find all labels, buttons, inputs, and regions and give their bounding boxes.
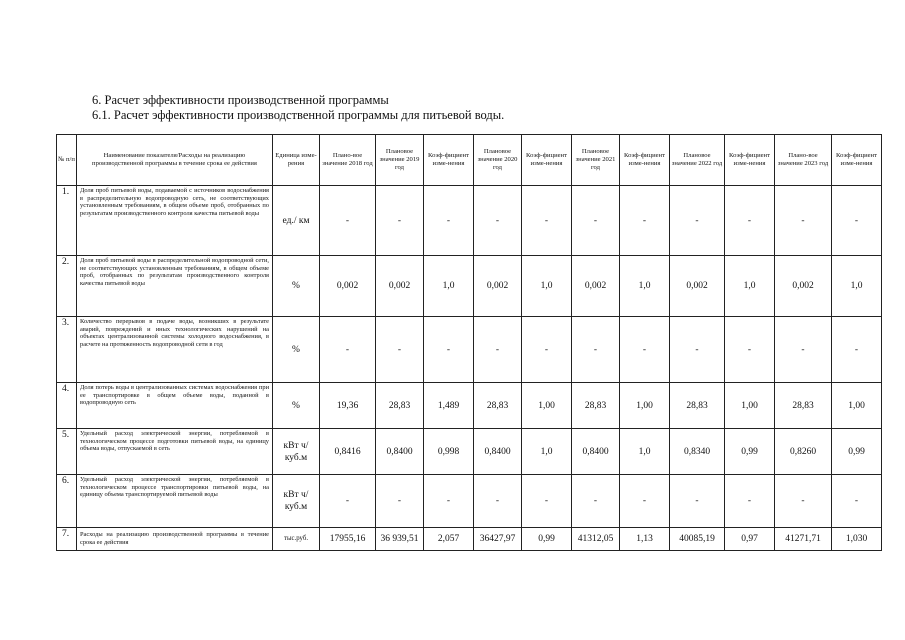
value-cell: - — [832, 475, 882, 528]
value-cell: 0,8400 — [474, 429, 522, 475]
value-cell: - — [522, 186, 572, 256]
value-cell: 0,002 — [572, 256, 620, 317]
value-cell: 1,00 — [620, 383, 670, 429]
indicator-name: Расходы на реализацию производственной программы в течение срока ее действия — [77, 528, 273, 551]
indicator-name: Удельный расход электрической энергии, потребляемой в технологическом процессе подготовки питьевой воды, на единицу объема воды, отпускаемой в сеть — [77, 429, 273, 475]
value-cell: - — [725, 475, 775, 528]
column-header: Коэф-фициент изме-нения — [620, 135, 670, 186]
value-cell: 28,83 — [572, 383, 620, 429]
value-cell: 2,057 — [424, 528, 474, 551]
value-cell: 1,00 — [832, 383, 882, 429]
value-cell: 0,002 — [775, 256, 832, 317]
column-header: Плано-вое значение 2023 год — [775, 135, 832, 186]
indicator-name: Доля проб питьевой воды в распределительной водопроводной сети, не соответствующих установленным требованиям, в общем объеме проб, отобранных по результатам производственного контроля качества питьевой воды — [77, 256, 273, 317]
value-cell: 28,83 — [474, 383, 522, 429]
value-cell: 1,0 — [522, 256, 572, 317]
value-cell: - — [424, 317, 474, 383]
value-cell: 36427,97 — [474, 528, 522, 551]
value-cell: 0,002 — [670, 256, 725, 317]
value-cell: - — [424, 475, 474, 528]
value-cell: - — [522, 475, 572, 528]
value-cell: - — [320, 475, 376, 528]
value-cell: - — [376, 475, 424, 528]
value-cell: 0,8260 — [775, 429, 832, 475]
value-cell: 19,36 — [320, 383, 376, 429]
column-header: Коэф-фициент изме-нения — [522, 135, 572, 186]
value-cell: 1,0 — [725, 256, 775, 317]
value-cell: - — [620, 475, 670, 528]
value-cell: 28,83 — [775, 383, 832, 429]
value-cell: - — [572, 186, 620, 256]
value-cell: 0,97 — [725, 528, 775, 551]
value-cell: - — [376, 317, 424, 383]
indicator-name: Удельный расход электрической энергии, потребляемой в технологическом процессе транспортировки питьевой воды, на единицу объема транспортируемой питьевой воды — [77, 475, 273, 528]
table-row — [57, 429, 882, 475]
value-cell: 1,0 — [832, 256, 882, 317]
value-cell: - — [775, 186, 832, 256]
value-cell: 1,00 — [725, 383, 775, 429]
column-header: № п/п — [57, 135, 77, 186]
value-cell: 1,0 — [424, 256, 474, 317]
value-cell: 1,030 — [832, 528, 882, 551]
value-cell: - — [572, 317, 620, 383]
row-number: 2. — [57, 256, 77, 317]
value-cell: - — [775, 317, 832, 383]
unit-cell: ед./ км — [273, 186, 320, 256]
value-cell: 1,0 — [620, 429, 670, 475]
value-cell: - — [832, 317, 882, 383]
value-cell: 1,00 — [522, 383, 572, 429]
value-cell: - — [620, 186, 670, 256]
value-cell: 1,489 — [424, 383, 474, 429]
value-cell: - — [775, 475, 832, 528]
value-cell: 41271,71 — [775, 528, 832, 551]
value-cell: - — [522, 317, 572, 383]
value-cell: - — [474, 186, 522, 256]
row-number: 1. — [57, 186, 77, 256]
value-cell: - — [670, 475, 725, 528]
column-header: Плановое значение 2020 год — [474, 135, 522, 186]
unit-cell: кВт ч/куб.м — [273, 475, 320, 528]
row-number: 4. — [57, 383, 77, 429]
table-row — [57, 256, 882, 317]
unit-cell: % — [273, 317, 320, 383]
value-cell: 1,13 — [620, 528, 670, 551]
row-number: 3. — [57, 317, 77, 383]
value-cell: 36 939,51 — [376, 528, 424, 551]
column-header: Плановое значение 2022 год — [670, 135, 725, 186]
unit-cell: % — [273, 256, 320, 317]
value-cell: 0,002 — [376, 256, 424, 317]
row-number: 6. — [57, 475, 77, 528]
table-row — [57, 186, 882, 256]
value-cell: 0,99 — [725, 429, 775, 475]
unit-cell: тыс.руб. — [273, 528, 320, 551]
value-cell: 28,83 — [376, 383, 424, 429]
value-cell: - — [320, 317, 376, 383]
column-header: Плано-вое значение 2018 год — [320, 135, 376, 186]
row-number: 5. — [57, 429, 77, 475]
value-cell: 0,8416 — [320, 429, 376, 475]
efficiency-table — [56, 134, 882, 551]
unit-cell: % — [273, 383, 320, 429]
section-heading: 6. Расчет эффективности производственной программы — [92, 93, 389, 107]
indicator-name: Доля проб питьевой воды, подаваемой с источников водоснабжения в распределительную водопроводную сеть, не соответствующих установленным требованиям, в общем объеме проб, отобранных по результатам производственного контроля качества питьевой воды — [77, 186, 273, 256]
column-header: Коэф-фициент изме-нения — [832, 135, 882, 186]
value-cell: - — [320, 186, 376, 256]
value-cell: - — [725, 317, 775, 383]
value-cell: - — [725, 186, 775, 256]
column-header: Коэф-фициент изме-нения — [725, 135, 775, 186]
column-header: Коэф-фициент изме-нения — [424, 135, 474, 186]
value-cell: 1,0 — [620, 256, 670, 317]
value-cell: - — [670, 186, 725, 256]
value-cell: - — [474, 317, 522, 383]
column-header: Единица изме-рения — [273, 135, 320, 186]
row-number: 7. — [57, 528, 77, 551]
value-cell: - — [670, 317, 725, 383]
value-cell: 0,99 — [522, 528, 572, 551]
value-cell: 1,0 — [522, 429, 572, 475]
column-header: Плановое значение 2021 год — [572, 135, 620, 186]
unit-cell: кВт ч/куб.м — [273, 429, 320, 475]
table-row — [57, 317, 882, 383]
subsection-heading: 6.1. Расчет эффективности производственной программы для питьевой воды. — [92, 108, 505, 122]
value-cell: 41312,05 — [572, 528, 620, 551]
indicator-name: Доля потерь воды в централизованных системах водоснабжения при ее транспортировке в общем объеме воды, поданной в водопроводную сеть — [77, 383, 273, 429]
value-cell: 0,8340 — [670, 429, 725, 475]
value-cell: 17955,16 — [320, 528, 376, 551]
value-cell: 0,99 — [832, 429, 882, 475]
value-cell: 28,83 — [670, 383, 725, 429]
value-cell: - — [474, 475, 522, 528]
value-cell: 0,002 — [474, 256, 522, 317]
header-row — [57, 135, 882, 186]
value-cell: - — [424, 186, 474, 256]
table-row — [57, 528, 882, 551]
value-cell: - — [620, 317, 670, 383]
table-row — [57, 475, 882, 528]
value-cell: - — [832, 186, 882, 256]
value-cell: 0,8400 — [572, 429, 620, 475]
table-row — [57, 383, 882, 429]
value-cell: 0,998 — [424, 429, 474, 475]
value-cell: 0,8400 — [376, 429, 424, 475]
value-cell: - — [376, 186, 424, 256]
column-header: Наименование показателя/Расходы на реализацию производственной программы в течение срока ее действия — [77, 135, 273, 186]
value-cell: - — [572, 475, 620, 528]
indicator-name: Количество перерывов в подаче воды, возникших в результате аварий, повреждений и иных технологических нарушений на объектах централизованной системы холодного водоснабжения, в расчете на протяженность водопроводной сети в год — [77, 317, 273, 383]
value-cell: 40085,19 — [670, 528, 725, 551]
column-header: Плановое значение 2019 год — [376, 135, 424, 186]
value-cell: 0,002 — [320, 256, 376, 317]
